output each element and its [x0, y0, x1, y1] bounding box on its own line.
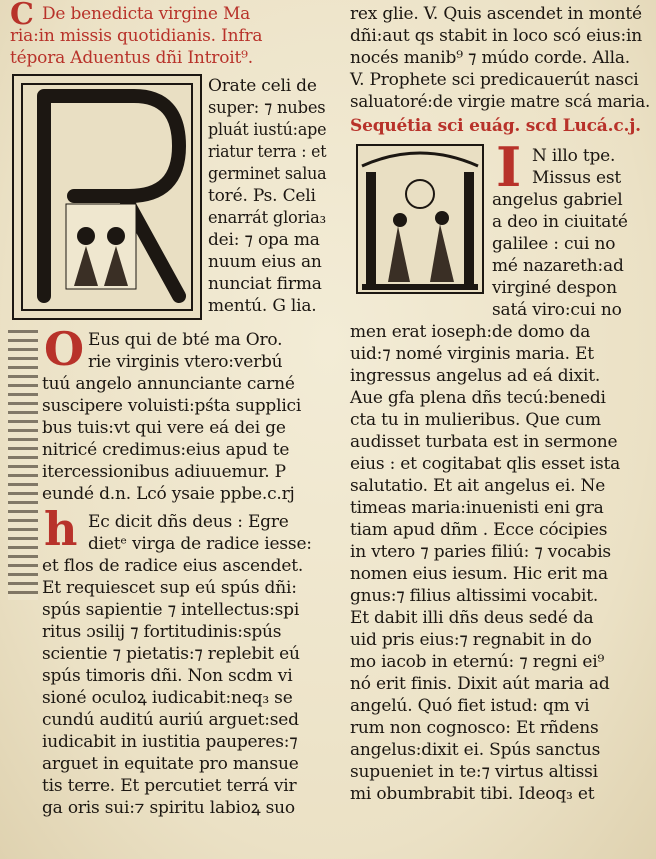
- right-column: rex glie. V. Quis ascendet in monté dñi:aut qs stabit in loco scó eius:in nocés manib⁹ ⁊ múdo corde. Alla. V. Prophete sci predicauerút nasci saluatoré:de virgie matre scá maria. Sequétia sci euág. scd Lucá.c.j. I N illo tpe. Missus est angelus gabriel a deo in ciuitaté galilee : cui no mé nazareth:ad virginé despon satá viro:cui no men erat ioseph:de domo da uid:⁊ nomé virginis maria. Et ingressus angelus ad eá dixit. Aue gfa plena dñs tecú:benedi cta tu in mulieribus. Que cum audisset turbata est in sermone eius : et cogitabat qlis esset ista salutatio. Et ait angelus ei. Ne timeas maria:inuenisti eni gra tiam apud dñm . Ecce cócipies in vtero ⁊ paries filiú: ⁊ vocabis nomen eius iesum. Hic erit ma gnus:⁊ filius altissimi vocabit. Et dabit illi dñs deus sedé da uid pris eius:⁊ regnabit in do mo iacob in eternú: ⁊ regni ei⁹ nó erit finis. Dixit aút maria ad angelú. Quó fiet istud: qm vi rum non cognosco: Et rñdens angelus:dixit ei. Spús sanctus supueniet in te:⁊ virtus altissi mi obumbrabit tibi. Ideoq₃ et: [350, 4, 651, 804]
- red-initial-C: C: [10, 0, 34, 32]
- left-column: C De benedicta virgine Ma ria:in missis quotidianis. Infra tépora Aduentus dñi Introit⁹. Orate celi de super: ⁊ nubes pluát iustú:ape riatur terra : et germinet salua toré. Ps. Celi enarrát gloria₃ dei: ⁊ opa ma nuum eius an nunciat firma mentú. G lia. O Eus qui de bté ma Oro. rie virginis vtero:verbú tuú angelo annunciante carné suscipere voluisti:pśta supplici bus tuis:vt qui vere eá dei ge nitricé credimus:eius apud te itercessionibus adiuuemur. P eundé d.n. Lcó ysaie ppbe.c.rj h Ec dicit dñs deus : Egre dietᵉ virga de radice iesse: et flos de radice eius ascendet. Et requiescet sup eú spús dñi: spús sapientie ⁊ intellectus:spi ritus ɔsilij ⁊ fortitudinis:spús scientie ⁊ pietatis:⁊ replebit eú spús timoris dñi. Non scdm vi sioné oculoꝝ iudicabit:neq₃ se cundú auditú auriú arguet:sed iudicabit in iustitia pauperes:⁊ arguet in equitate pro mansue tis terre. Et percutiet terrá vir ga oris sui:⁊ spiritu labioꝝ suo: [10, 0, 327, 818]
- header-line: De benedicta virgine Ma: [42, 4, 251, 24]
- woodcut-illustration: [358, 146, 482, 292]
- annunciation-initial-R-woodcut: [12, 74, 202, 320]
- floral-border: [8, 330, 38, 600]
- woodcut-illustration: [14, 76, 200, 318]
- header-line: ria:in missis quotidianis. Infra: [10, 26, 263, 46]
- red-initial-I: I: [496, 135, 522, 199]
- red-initial-O: O: [44, 322, 85, 376]
- gospel-heading: Sequétia sci euág. scd Lucá.c.j.: [350, 116, 641, 136]
- annunciation-woodcut: [356, 144, 484, 294]
- header-line: tépora Aduentus dñi Introit⁹.: [10, 48, 253, 68]
- red-initial-H: h: [44, 502, 78, 556]
